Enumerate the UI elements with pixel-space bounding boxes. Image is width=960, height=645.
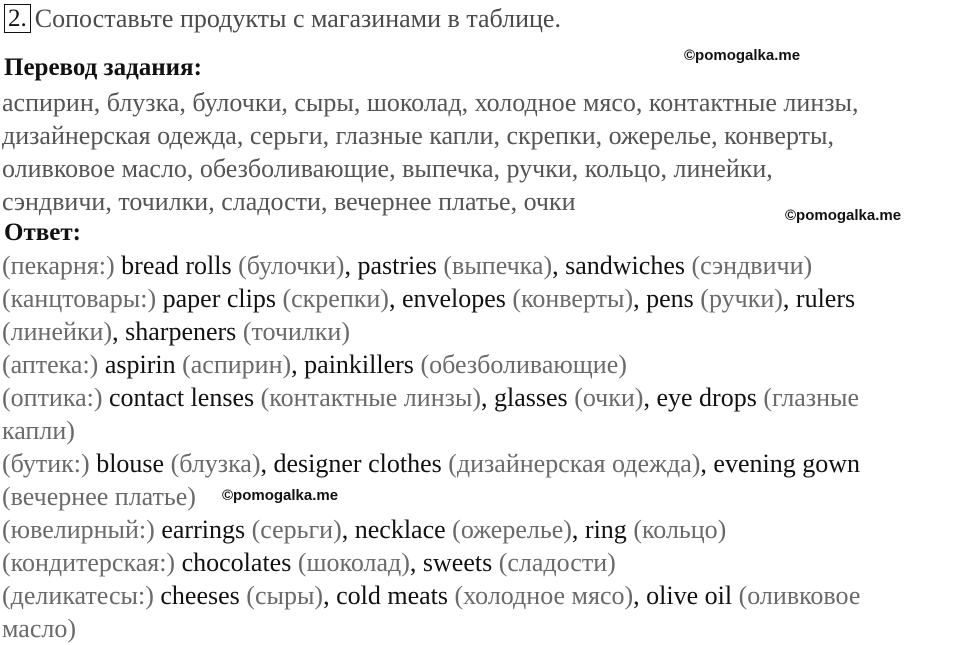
english-term: , olive oil [633,581,739,610]
translation-heading: Перевод задания: [4,54,202,81]
answer-line [2,480,958,513]
russian-gloss: (пекарня:) [2,251,122,280]
answer-line [2,612,958,645]
english-term: cheeses [160,581,247,610]
english-term: , evening gown [700,449,860,478]
russian-gloss: (оптика:) [2,383,110,412]
russian-gloss: (конверты) [512,284,634,313]
russian-gloss: (точилки) [242,317,350,346]
english-term: , painkillers [291,350,421,379]
english-term: earrings [161,515,252,544]
translation-block [2,86,958,218]
answer-line [2,282,958,315]
russian-gloss: (бутик:) [2,449,97,478]
russian-gloss: (аптека:) [2,350,105,379]
translation-line: аспирин, блузка, булочки, сыры, шоколад, холодное мясо, контактные линзы, [2,88,859,117]
translation-line: дизайнерская одежда, серьги, глазные капли, скрепки, ожерелье, конверты, [2,121,834,150]
english-term: bread rolls [121,251,239,280]
english-term: , cold meats [323,581,455,610]
english-term: , necklace [341,515,453,544]
answer-line [2,579,958,612]
russian-gloss: (блузка) [170,449,261,478]
russian-gloss: (скрепки) [282,284,389,313]
watermark: ©pomogalka.me [222,487,339,504]
answer-line [2,348,958,381]
answer-line [2,414,958,447]
english-term: , pastries [344,251,444,280]
answer-line [2,381,958,414]
russian-gloss: (оливковое [738,581,861,610]
english-term: , designer clothes [260,449,449,478]
translation-line: оливковое масло, обезболивающие, выпечка, ручки, кольцо, линейки, [2,154,773,183]
answer-heading: Ответ: [4,219,81,246]
english-term: , rulers [782,284,856,313]
russian-gloss: масло) [2,614,76,643]
russian-gloss: (шоколад) [297,548,410,577]
english-term: aspirin [104,350,183,379]
russian-gloss: капли) [2,416,75,445]
russian-gloss: (выпечка) [443,251,553,280]
russian-gloss: (сэндвичи) [691,251,813,280]
english-term: contact lenses [109,383,261,412]
answer-line [2,447,958,480]
russian-gloss: (дизайнерская одежда) [448,449,701,478]
english-term: , ring [571,515,634,544]
russian-gloss: (ручки) [700,284,783,313]
task-instruction: Сопоставьте продукты с магазинами в таблице. [34,4,561,33]
english-term: , sweets [409,548,499,577]
russian-gloss: (обезболивающие) [420,350,627,379]
russian-gloss: (аспирин) [182,350,292,379]
russian-gloss: (канцтовары:) [2,284,163,313]
russian-gloss: (холодное мясо) [454,581,634,610]
english-term: , eye drops [643,383,764,412]
watermark: ©pomogalka.me [785,207,902,224]
russian-gloss: (линейки) [2,317,113,346]
russian-gloss: (глазные [763,383,860,412]
russian-gloss: (сыры) [246,581,324,610]
task-header [4,4,561,34]
english-term: , envelopes [388,284,513,313]
english-term: , sharpeners [112,317,243,346]
russian-gloss: (кольцо) [633,515,727,544]
russian-gloss: (контактные линзы) [260,383,482,412]
answer-line [2,546,958,579]
answer-block [2,249,958,645]
translation-line: сэндвичи, точилки, сладости, вечернее платье, очки [2,187,576,216]
russian-gloss: (ожерелье) [452,515,572,544]
russian-gloss: (кондитерская:) [2,548,182,577]
russian-gloss: (сладости) [498,548,616,577]
russian-gloss: (серьги) [251,515,342,544]
answer-line [2,249,958,282]
english-term: paper clips [162,284,283,313]
english-term: , glasses [481,383,575,412]
task-number: 2. [4,4,31,33]
english-term: blouse [96,449,171,478]
russian-gloss: (очки) [574,383,644,412]
english-term: , pens [633,284,701,313]
russian-gloss: (булочки) [238,251,345,280]
english-term: chocolates [181,548,298,577]
russian-gloss: (деликатесы:) [2,581,161,610]
russian-gloss: (вечернее платье) [2,482,196,511]
english-term: , sandwiches [552,251,692,280]
answer-line [2,513,958,546]
watermark: ©pomogalka.me [684,47,801,64]
answer-line [2,315,958,348]
russian-gloss: (ювелирный:) [2,515,162,544]
